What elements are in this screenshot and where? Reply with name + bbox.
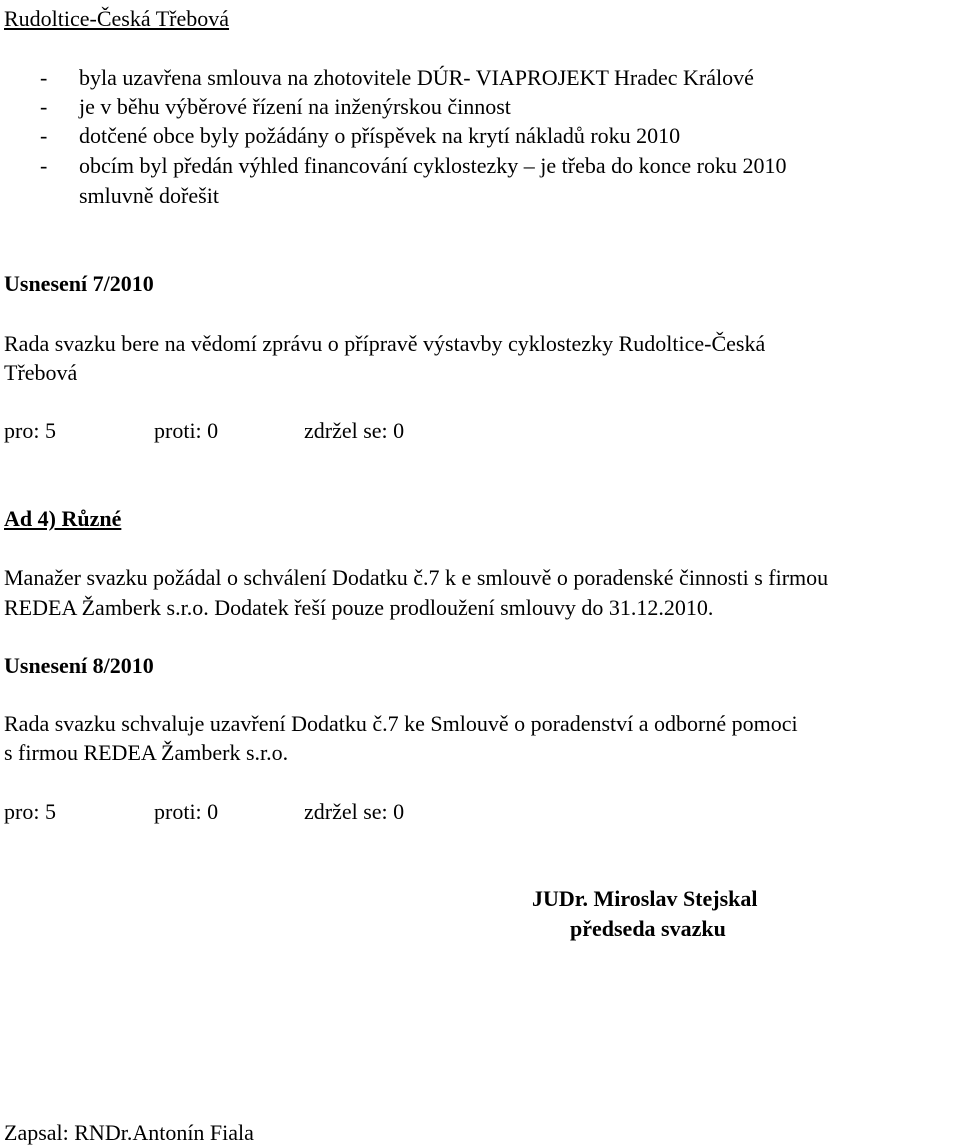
section-4-text-line-1: Manažer svazku požádal o schválení Dodatku č.7 k e smlouvě o poradenské činnosti s firmou <box>4 565 829 590</box>
vote-abstain: zdržel se: 0 <box>304 799 405 824</box>
signature-role: předseda svazku <box>570 916 726 941</box>
list-item-continuation: smluvně dořešit <box>79 183 219 208</box>
resolution-8-text-line-1: Rada svazku schvaluje uzavření Dodatku č.7 ke Smlouvě o poradenství a odborné pomoci <box>4 711 798 736</box>
bullet-dash: - <box>40 153 48 178</box>
bullet-dash: - <box>40 94 48 119</box>
resolution-8-heading: Usnesení 8/2010 <box>4 653 154 678</box>
list-item-text: obcím byl předán výhled financování cyklostezky – je třeba do konce roku 2010 <box>79 153 787 178</box>
list-item <box>0 153 960 179</box>
vote-abstain: zdržel se: 0 <box>304 418 405 443</box>
section-4-text-line-2: REDEA Žamberk s.r.o. Dodatek řeší pouze prodloužení smlouvy do 31.12.2010. <box>4 595 714 620</box>
signature-name: JUDr. Miroslav Stejskal <box>532 886 758 911</box>
bullet-dash: - <box>40 123 48 148</box>
vote-against: proti: 0 <box>154 799 219 824</box>
recorded-by: Zapsal: RNDr.Antonín Fiala <box>4 1120 254 1145</box>
vote-against: proti: 0 <box>154 418 219 443</box>
list-item-text: dotčené obce byly požádány o příspěvek na krytí nákladů roku 2010 <box>79 123 681 148</box>
section-4-heading: Ad 4) Různé <box>4 506 122 531</box>
list-item <box>0 94 960 120</box>
list-item-text: byla uzavřena smlouva na zhotovitele DÚR- VIAPROJEKT Hradec Králové <box>79 65 754 90</box>
bullet-dash: - <box>40 65 48 90</box>
list-item <box>0 65 960 91</box>
list-item <box>0 123 960 149</box>
resolution-8-text-line-2: s firmou REDEA Žamberk s.r.o. <box>4 740 289 765</box>
resolution-7-text-line-2: Třebová <box>4 360 78 385</box>
resolution-7-heading: Usnesení 7/2010 <box>4 271 154 296</box>
document-title: Rudoltice-Česká Třebová <box>4 6 230 31</box>
vote-for: pro: 5 <box>4 418 56 443</box>
list-item-text: je v běhu výběrové řízení na inženýrskou činnost <box>79 94 511 119</box>
resolution-7-text-line-1: Rada svazku bere na vědomí zprávu o přípravě výstavby cyklostezky Rudoltice-Česká <box>4 331 766 356</box>
vote-for: pro: 5 <box>4 799 56 824</box>
